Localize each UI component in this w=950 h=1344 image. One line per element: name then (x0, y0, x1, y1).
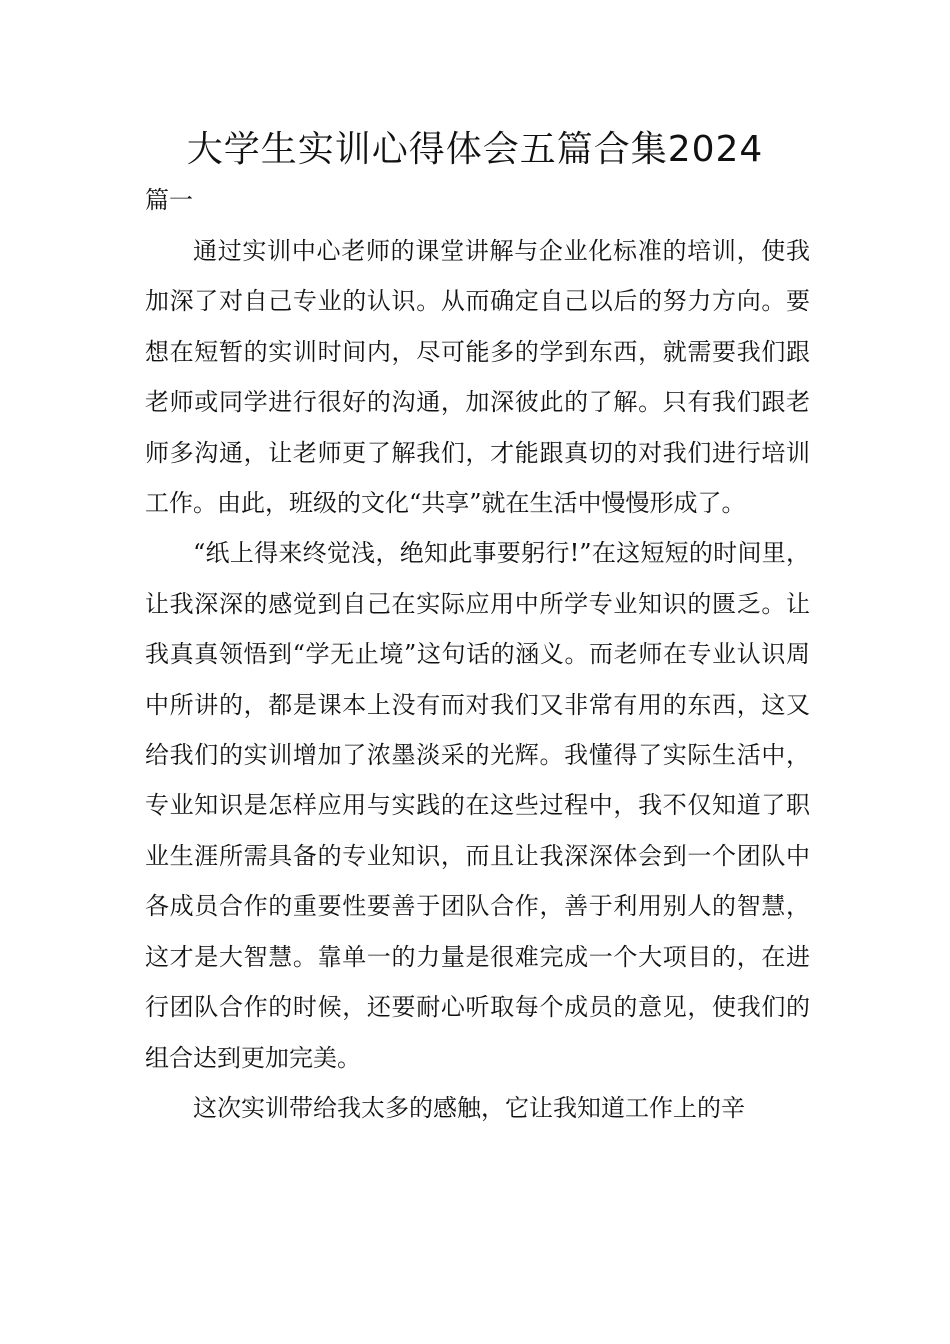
document-title: 大学生实训心得体会五篇合集2024 (186, 129, 764, 170)
paragraph-3: 这次实训带给我太多的感触，它让我知道工作上的辛 (193, 1093, 745, 1122)
paragraph-2: “纸上得来终觉浅，绝知此事要躬行!”在这短短的时间里，让我深深的感觉到自己在实际应用中所学专业知识的匮乏。让我真真领悟到“学无止境”这句话的涵义。而老师在专业认识周中所讲的，都是课本上没有而对我们又非常有用的东西，这又给我们的实训增加了浓墨淡采的光辉。我懂得了实际生活中，专业知识是怎样应用与实践的在这些过程中，我不仅知道了职业生涯所需具备的专业知识，而且让我深深体会到一个团队中各成员合作的重要性要善于团队合作，善于利用别人的智慧，这才是大智慧。靠单一的力量是很难完成一个大项目的，在进行团队合作的时候，还要耐心听取每个成员的意见，使我们的组合达到更加完美。 (145, 539, 810, 1072)
paragraph-1: 通过实训中心老师的课堂讲解与企业化标准的培训，使我加深了对自己专业的认识。从而确定自己以后的努力方向。要想在短暂的实训时间内，尽可能多的学到东西，就需要我们跟老师或同学进行很好的沟通，加深彼此的了解。只有我们跟老师多沟通，让老师更了解我们，才能跟真切的对我们进行培训工作。由此，班级的文化“共享”就在生活中慢慢形成了。 (145, 237, 810, 518)
document-body (145, 226, 810, 1133)
section-label: 篇一 (145, 186, 193, 214)
